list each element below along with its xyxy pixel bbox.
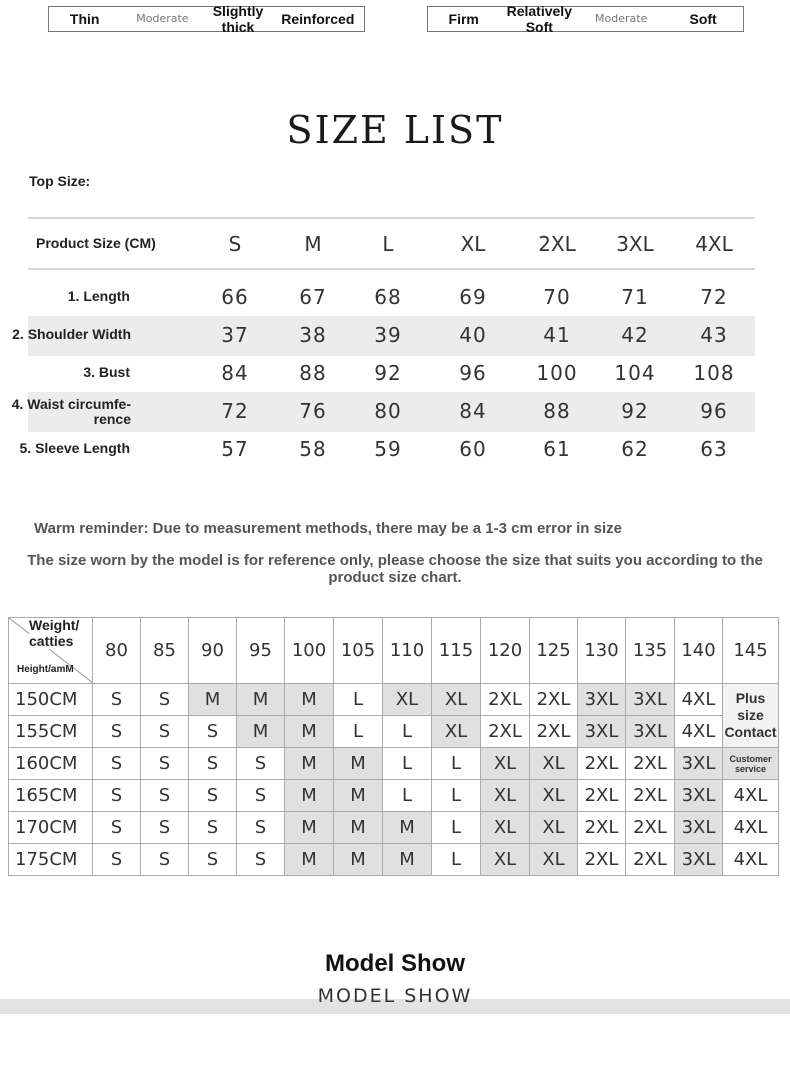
weight-header: 110	[383, 618, 432, 684]
size-cell: S	[189, 844, 237, 876]
size-header-1: M	[304, 232, 322, 256]
softness-option-relatively-soft: Relatively Soft	[506, 3, 572, 35]
size-cell: M	[334, 780, 383, 812]
size-cell: 3XL	[578, 684, 626, 716]
measurement-value: 104	[614, 361, 656, 385]
weight-header: 85	[141, 618, 189, 684]
size-cell: 3XL	[675, 748, 723, 780]
measurement-value: 76	[299, 399, 327, 423]
size-cell: 4XL	[723, 812, 779, 844]
size-cell: S	[237, 780, 285, 812]
size-cell: 2XL	[626, 780, 675, 812]
size-cell: 4XL	[675, 716, 723, 748]
size-cell: XL	[530, 812, 578, 844]
size-cell: L	[334, 716, 383, 748]
size-cell: M	[334, 844, 383, 876]
size-cell: 4XL	[723, 844, 779, 876]
measurement-value: 88	[299, 361, 327, 385]
size-cell: L	[383, 748, 432, 780]
size-cell: S	[189, 812, 237, 844]
measurement-value: 96	[700, 399, 728, 423]
measurement-label: 4. Waist circumfe- rence	[11, 396, 131, 427]
table-top-rule	[28, 217, 755, 219]
measurement-value: 63	[700, 437, 728, 461]
measurement-value: 42	[621, 323, 649, 347]
size-header-6: 4XL	[695, 232, 733, 256]
size-cell: 3XL	[675, 812, 723, 844]
size-cell: L	[432, 812, 481, 844]
size-cell: 2XL	[626, 844, 675, 876]
size-header-2: L	[382, 232, 394, 256]
size-cell: S	[189, 748, 237, 780]
model-show-subtitle: MODEL SHOW	[317, 985, 473, 1007]
model-reference-note: The size worn by the model is for reference only, please choose the size that suits you according to the product size chart.	[27, 552, 763, 586]
size-cell: M	[285, 844, 334, 876]
size-cell: M	[237, 716, 285, 748]
size-cell: 3XL	[578, 716, 626, 748]
top-size-label: Top Size:	[29, 173, 91, 189]
size-cell: S	[93, 716, 141, 748]
weight-header: 140	[675, 618, 723, 684]
size-cell: S	[93, 684, 141, 716]
weight-header: 100	[285, 618, 334, 684]
size-cell: M	[383, 812, 432, 844]
weight-header: 135	[626, 618, 675, 684]
size-cell: M	[285, 684, 334, 716]
measurement-value: 96	[459, 361, 487, 385]
size-cell: 2XL	[626, 748, 675, 780]
size-cell: S	[141, 812, 189, 844]
size-cell: L	[383, 780, 432, 812]
height-label: 150CM	[9, 684, 93, 716]
grid-row	[9, 844, 779, 876]
grid-row	[9, 812, 779, 844]
measurement-value: 59	[374, 437, 402, 461]
size-cell: 3XL	[675, 780, 723, 812]
warm-reminder: Warm reminder: Due to measurement methods, there may be a 1-3 cm error in size	[34, 520, 622, 537]
measurement-value: 108	[693, 361, 735, 385]
size-list-title: SIZE LIST	[286, 108, 504, 152]
size-cell: M	[383, 844, 432, 876]
size-cell: XL	[432, 716, 481, 748]
size-cell: S	[93, 748, 141, 780]
size-cell: M	[237, 684, 285, 716]
size-cell: L	[334, 684, 383, 716]
size-cell: S	[237, 812, 285, 844]
measurement-value: 69	[459, 285, 487, 309]
measurement-value: 84	[459, 399, 487, 423]
size-cell: XL	[481, 748, 530, 780]
thickness-scale	[48, 3, 365, 35]
measurement-value: 100	[536, 361, 578, 385]
height-label: 160CM	[9, 748, 93, 780]
measurement-value: 60	[459, 437, 487, 461]
size-cell: 2XL	[530, 684, 578, 716]
size-cell: M	[285, 716, 334, 748]
softness-option-firm: Firm	[448, 11, 479, 27]
size-cell: 4XL	[675, 684, 723, 716]
height-label: 170CM	[9, 812, 93, 844]
size-cell: 2XL	[578, 844, 626, 876]
size-cell: S	[93, 780, 141, 812]
customer-service-note: Customer service	[723, 748, 779, 780]
measurement-value: 71	[621, 285, 649, 309]
size-cell: 2XL	[578, 812, 626, 844]
size-header-4: 2XL	[538, 232, 576, 256]
size-cell: 2XL	[530, 716, 578, 748]
measurement-value: 41	[543, 323, 571, 347]
grid-row	[9, 780, 779, 812]
measurement-value: 37	[221, 323, 249, 347]
softness-scale	[427, 3, 744, 35]
size-cell: XL	[530, 844, 578, 876]
measurement-value: 39	[374, 323, 402, 347]
size-cell: M	[285, 748, 334, 780]
model-show-title: Model Show	[325, 950, 465, 977]
size-cell: S	[189, 716, 237, 748]
size-header-0: S	[228, 232, 242, 256]
grid-row	[9, 716, 779, 748]
measurement-value: 80	[374, 399, 402, 423]
size-cell: 2XL	[481, 716, 530, 748]
weight-header: 80	[93, 618, 141, 684]
size-cell: XL	[481, 812, 530, 844]
size-cell: XL	[383, 684, 432, 716]
size-cell: L	[432, 844, 481, 876]
measurement-value: 38	[299, 323, 327, 347]
size-cell: S	[141, 844, 189, 876]
measurement-label: 1. Length	[67, 288, 130, 304]
weight-header: 105	[334, 618, 383, 684]
thickness-option-thin: Thin	[69, 11, 100, 27]
measurement-label: 5. Sleeve Length	[19, 440, 130, 456]
weight-header: 145	[723, 618, 779, 684]
size-cell: S	[141, 748, 189, 780]
weight-header: 130	[578, 618, 626, 684]
size-cell: S	[93, 812, 141, 844]
size-cell: 2XL	[578, 780, 626, 812]
grid-corner-cell	[9, 618, 93, 684]
size-cell: 3XL	[626, 716, 675, 748]
size-cell: S	[237, 844, 285, 876]
size-cell: S	[141, 716, 189, 748]
size-cell: S	[189, 780, 237, 812]
size-header-5: 3XL	[616, 232, 654, 256]
size-cell: S	[141, 684, 189, 716]
measurement-value: 72	[221, 399, 249, 423]
size-cell: XL	[530, 780, 578, 812]
measurement-label: 2. Shoulder Width	[12, 326, 131, 342]
measurement-value: 58	[299, 437, 327, 461]
measurement-value: 88	[543, 399, 571, 423]
size-cell: 2XL	[578, 748, 626, 780]
size-cell: M	[285, 812, 334, 844]
weight-header: 125	[530, 618, 578, 684]
measurement-value: 67	[299, 285, 327, 309]
size-cell: 3XL	[626, 684, 675, 716]
thickness-option-moderate: Moderate	[136, 12, 189, 25]
size-cell: XL	[481, 844, 530, 876]
measurement-value: 43	[700, 323, 728, 347]
measurement-value: 84	[221, 361, 249, 385]
grid-row	[9, 684, 779, 716]
weight-axis-label: Weight/ catties	[29, 618, 91, 650]
grid-row	[9, 748, 779, 780]
table-header-rule	[28, 268, 755, 270]
size-cell: 4XL	[723, 780, 779, 812]
measurement-value: 70	[543, 285, 571, 309]
weight-header-row	[9, 618, 779, 684]
measurement-value: 57	[221, 437, 249, 461]
size-cell: XL	[481, 780, 530, 812]
size-cell: 2XL	[626, 812, 675, 844]
height-label: 175CM	[9, 844, 93, 876]
size-cell: M	[285, 780, 334, 812]
measurement-value: 66	[221, 285, 249, 309]
size-header-3: XL	[460, 232, 486, 256]
thickness-option-reinforced: Reinforced	[281, 11, 355, 27]
size-cell: M	[189, 684, 237, 716]
softness-option-moderate: Moderate	[595, 12, 648, 25]
size-cell: L	[383, 716, 432, 748]
measurement-label: 3. Bust	[83, 364, 130, 380]
weight-header: 90	[189, 618, 237, 684]
size-cell: M	[334, 748, 383, 780]
measurement-value: 68	[374, 285, 402, 309]
plus-size-contact-note: Plus size Contact	[723, 684, 779, 748]
size-cell: S	[141, 780, 189, 812]
size-cell: 2XL	[481, 684, 530, 716]
softness-option-soft: Soft	[689, 11, 717, 27]
height-label: 165CM	[9, 780, 93, 812]
height-label: 155CM	[9, 716, 93, 748]
size-cell: 3XL	[675, 844, 723, 876]
weight-header: 120	[481, 618, 530, 684]
size-cell: XL	[530, 748, 578, 780]
thickness-option-slightly-thick: Slightly thick	[212, 3, 264, 35]
measurement-value: 92	[621, 399, 649, 423]
size-cell: L	[432, 780, 481, 812]
height-axis-label: Height/amM	[17, 664, 74, 675]
measurement-value: 62	[621, 437, 649, 461]
size-cell: M	[334, 812, 383, 844]
measurement-value: 40	[459, 323, 487, 347]
weight-header: 115	[432, 618, 481, 684]
measurement-value: 92	[374, 361, 402, 385]
table-corner-header: Product Size (CM)	[36, 235, 156, 251]
size-cell: L	[432, 748, 481, 780]
measurement-value: 61	[543, 437, 571, 461]
weight-header: 95	[237, 618, 285, 684]
size-cell: XL	[432, 684, 481, 716]
measurement-value: 72	[700, 285, 728, 309]
size-cell: S	[93, 844, 141, 876]
size-cell: S	[237, 748, 285, 780]
weight-height-size-grid	[8, 617, 779, 876]
